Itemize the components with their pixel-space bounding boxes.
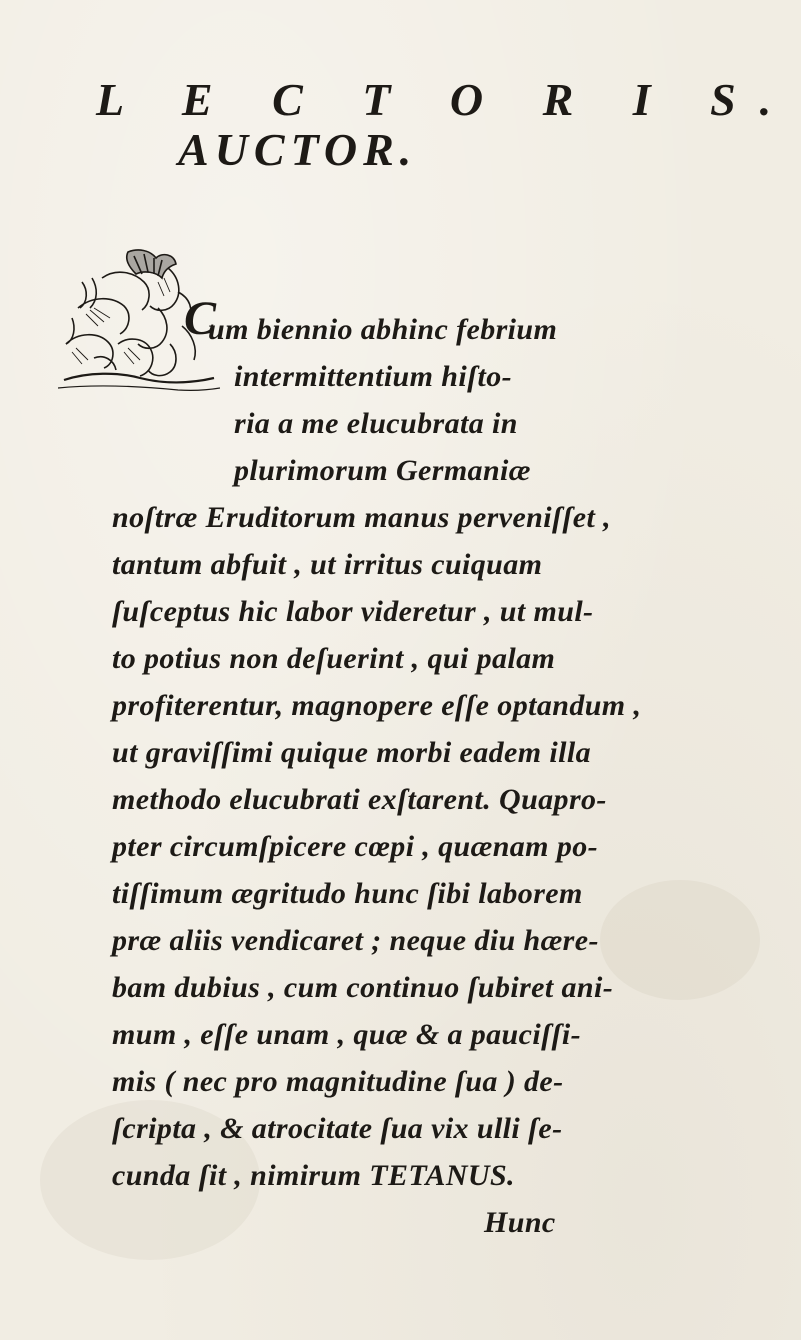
text-line: ut graviſſimi quique morbi eadem illa — [112, 736, 591, 769]
text-line: ſcripta , & atrocitate ſua vix ulli ſe- — [112, 1112, 563, 1145]
text-line: ſuſceptus hic labor videretur , ut mul- — [112, 595, 594, 628]
text-line: cunda ſit , nimirum TETANUS. — [112, 1159, 515, 1192]
text-line: um biennio abhinc febrium — [208, 313, 558, 346]
text-line: tantum abfuit , ut irritus cuiquam — [112, 548, 543, 581]
text-line: pter circumſpicere cœpi , quænam po- — [112, 830, 599, 863]
text-line: methodo elucubrati exſtarent. Quapro- — [112, 783, 607, 816]
heading-lectoris: L E C T O R I S. — [96, 74, 796, 125]
text-line: to potius non deſuerint , qui palam — [112, 642, 556, 675]
heading-auctor: AUCTOR. — [178, 124, 418, 175]
text-line: profiterentur, magnopere eſſe optandum , — [112, 689, 642, 722]
text-line: tiſſimum ægritudo hunc ſibi laborem — [112, 877, 583, 910]
text-line: ria a me elucubrata in — [234, 407, 518, 440]
catchword: Hunc — [484, 1206, 556, 1239]
text-line: intermittentium hiſto- — [234, 360, 513, 393]
text-line: bam dubius , cum continuo ſubiret ani- — [112, 971, 614, 1004]
decorative-initial-ornament — [58, 248, 220, 394]
text-line: plurimorum Germaniæ — [234, 454, 531, 487]
text-line: præ aliis vendicaret ; neque diu hære- — [112, 924, 599, 957]
text-line: mum , eſſe unam , quæ & a pauciſſi- — [112, 1018, 581, 1051]
text-line: noſtræ Eruditorum manus perveniſſet , — [112, 501, 612, 534]
text-line: mis ( nec pro magnitudine ſua ) de- — [112, 1065, 564, 1098]
paper-stain — [600, 880, 760, 1000]
dropcap-letter: C — [184, 292, 217, 345]
